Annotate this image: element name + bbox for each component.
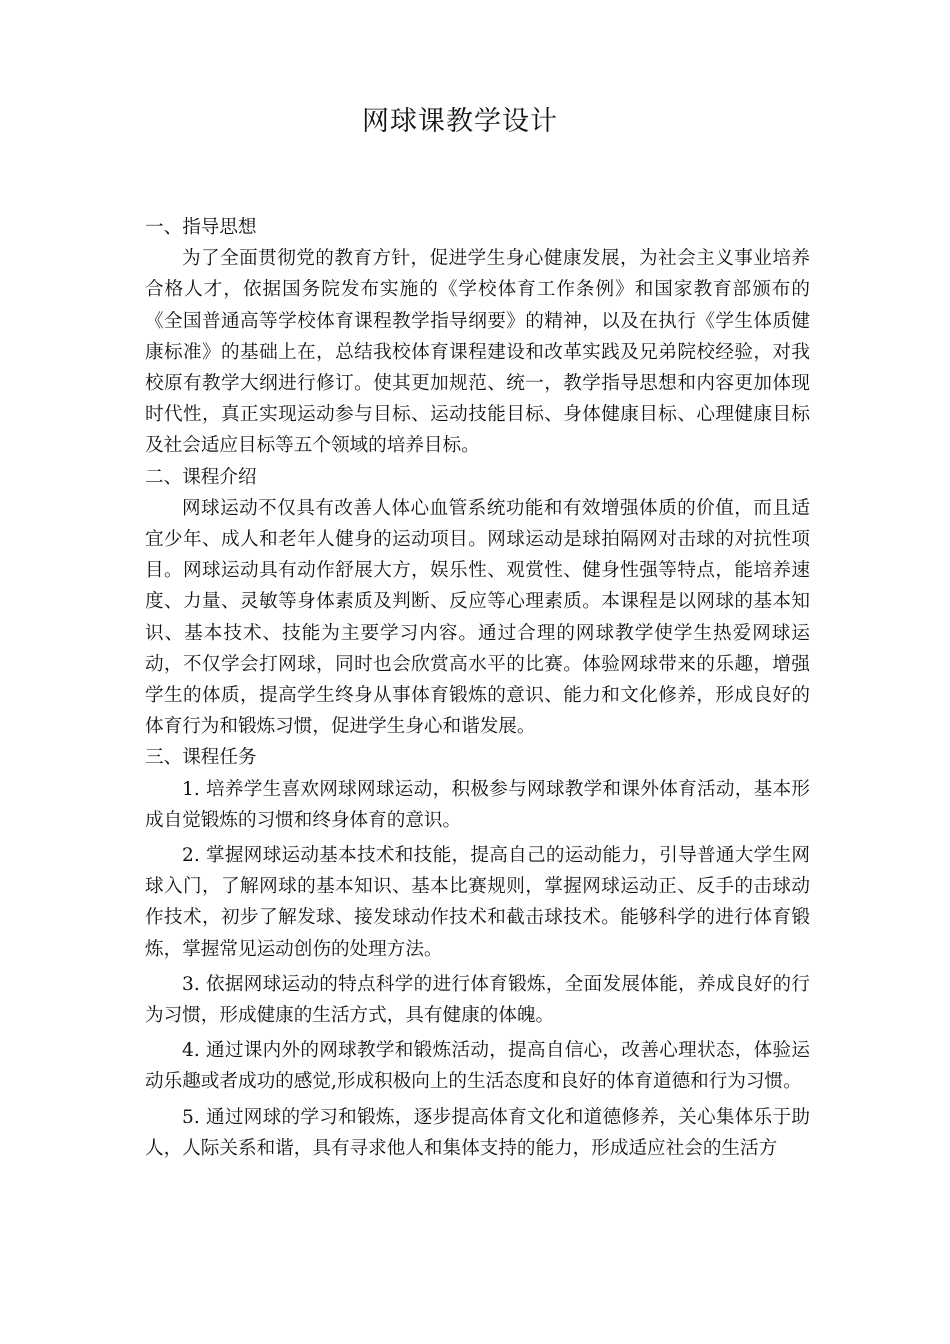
section-heading-course-tasks: 三、课程任务 xyxy=(145,747,257,769)
course-task-item: 1. 培养学生喜欢网球网球运动，积极参与网球教学和课外体育活动，基本形成自觉锻炼的习惯和终身体育的意识。 xyxy=(145,778,810,831)
document-title: 网球课教学设计 xyxy=(362,106,558,137)
section-heading-course-introduction: 二、课程介绍 xyxy=(145,466,257,488)
section-heading-guiding-ideology: 一、指导思想 xyxy=(145,217,257,238)
guiding-ideology-paragraph: 为了全面贯彻党的教育方针，促进学生身心健康发展，为社会主义事业培养合格人才，依据国务院发布实施的《学校体育工作条例》和国家教育部颁布的《全国普通高等学校体育课程教学指导纲要》的精神，以及在执行《学生体质健康标准》的基础上在，总结我校体育课程建设和改革实践及兄弟院校经验，对我校原有教学大纲进行修订。使其更加规范、统一，教学指导思想和内容更加体现时代性，真正实现运动参与目标、运动技能目标、身体健康目标、心理健康目标及社会适应目标等五个领域的培养目标。 xyxy=(145,248,810,457)
document-body xyxy=(145,212,810,1168)
course-task-item: 5. 通过网球的学习和锻炼，逐步提高体育文化和道德修养，关心集体乐于助人，人际关系和谐，具有寻求他人和集体支持的能力，形成适应社会的生活方 xyxy=(145,1106,810,1159)
course-task-item: 2. 掌握网球运动基本技术和技能，提高自己的运动能力，引导普通大学生网球入门，了解网球的基本知识、基本比赛规则，掌握网球运动正、反手的击球动作技术，初步了解发球、接发球动作技术和截击球技术。能够科学的进行体育锻炼，掌握常见运动创伤的处理方法。 xyxy=(145,845,810,960)
course-task-item: 4. 通过课内外的网球教学和锻炼活动，提高自信心，改善心理状态，体验运动乐趣或者成功的感觉,形成积极向上的生活态度和良好的体育道德和行为习惯。 xyxy=(145,1040,810,1093)
course-introduction-paragraph: 网球运动不仅具有改善人体心血管系统功能和有效增强体质的价值，而且适宜少年、成人和老年人健身的运动项目。网球运动是球拍隔网对击球的对抗性项目。网球运动具有动作舒展大方，娱乐性、观赏性、健身性强等特点，能培养速度、力量、灵敏等身体素质及判断、反应等心理素质。本课程是以网球的基本知识、基本技术、技能为主要学习内容。通过合理的网球教学使学生热爱网球运动，不仅学会打网球，同时也会欣赏高水平的比赛。体验网球带来的乐趣，增强学生的体质，提高学生终身从事体育锻炼的意识、能力和文化修养，形成良好的体育行为和锻炼习惯，促进学生身心和谐发展。 xyxy=(145,497,810,738)
course-task-item: 3. 依据网球运动的特点科学的进行体育锻炼，全面发展体能，养成良好的行为习惯，形成健康的生活方式，具有健康的体魄。 xyxy=(145,973,810,1027)
